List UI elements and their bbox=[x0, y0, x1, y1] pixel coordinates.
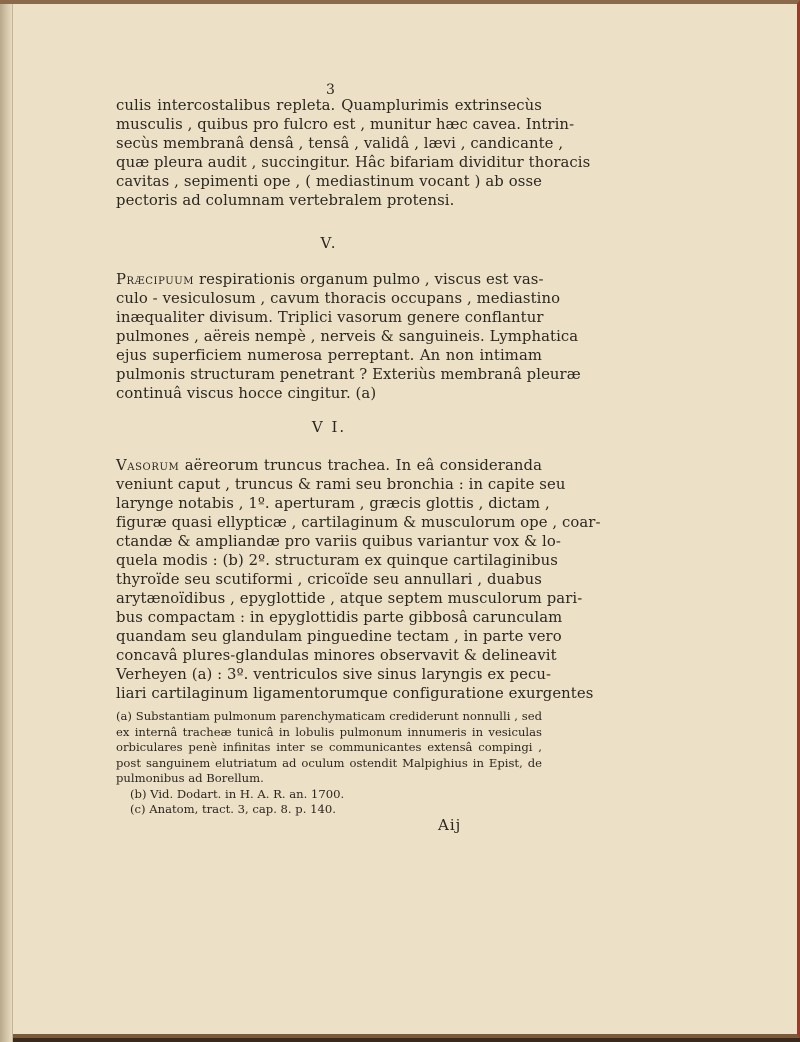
text-line: Præcipuum respirationis organum pulmo , viscus est vas- bbox=[116, 271, 544, 288]
text-line: culis intercostalibus repleta. Quamplurimis extrinsecùs bbox=[116, 97, 542, 114]
text-line: quæ pleura audit , succingitur. Hâc bifariam dividitur thoracis bbox=[116, 154, 591, 171]
footnote-ref: (b) Vid. Dodart. in H. A. R. an. 1700. bbox=[130, 786, 345, 801]
paragraph-section-4 bbox=[116, 96, 591, 210]
text-line: pulmonis structuram penetrant ? Exteriùs membranâ pleuræ bbox=[116, 366, 581, 383]
text-line: pectoris ad columnam vertebralem protensi. bbox=[116, 192, 455, 209]
text-line: Verheyen (a) : 3º. ventriculos sive sinus laryngis ex pecu- bbox=[116, 666, 552, 683]
footnote-line: pulmonibus ad Borellum. bbox=[116, 771, 264, 785]
text-line: larynge notabis , 1º. aperturam , græcis glottis , dictam , bbox=[116, 495, 550, 512]
footnote-ref: (c) Anatom, tract. 3, cap. 8. p. 140. bbox=[130, 802, 336, 816]
text-line: quandam seu glandulam pinguedine tectam , in parte vero bbox=[116, 628, 562, 645]
paragraph-section-5 bbox=[116, 270, 581, 403]
footnote-line: ex internâ tracheæ tunicâ in lobulis pulmonum innumeris in vesiculas bbox=[116, 724, 542, 739]
text-line: continuâ viscus hocce cingitur. (a) bbox=[116, 385, 377, 402]
footnotes bbox=[116, 709, 542, 818]
text-line: thyroïde seu scutiformi , cricoïde seu annullari , duabus bbox=[116, 571, 542, 588]
text-line: liari cartilaginum ligamentorumque configuratione exurgentes bbox=[116, 685, 594, 702]
text-line: veniunt caput , truncus & rami seu bronchia : in capite seu bbox=[116, 476, 566, 493]
text-line: concavâ plures-glandulas minores observavit & delineavit bbox=[116, 647, 557, 664]
page-spine-shadow bbox=[0, 4, 13, 1042]
footnote-line: orbiculares penè infinitas inter se communicantes extensâ compingi , bbox=[116, 740, 542, 754]
paragraph-section-6 bbox=[116, 456, 601, 703]
text-line: secùs membranâ densâ , tensâ , validâ , lævi , candicante , bbox=[116, 135, 564, 152]
text-line: ejus superficiem numerosa perreptant. An non intimam bbox=[116, 347, 542, 364]
text-line: cavitas , sepimenti ope , ( mediastinum vocant ) ab osse bbox=[116, 173, 542, 190]
text-line: Vasorum aëreorum truncus trachea. In eâ considerandа bbox=[116, 457, 542, 474]
text-line: culo - vesiculosum , cavum thoracis occupans , mediastino bbox=[116, 290, 561, 307]
text-line: ctandæ & ampliandæ pro variis quibus variantur vox & lo- bbox=[116, 533, 561, 550]
page-number: 3 bbox=[326, 82, 335, 98]
text-line: quela modis : (b) 2º. structuram ex quinque cartilaginibus bbox=[116, 552, 558, 569]
text-line: figuræ quasi ellypticæ , cartilaginum & musculorum ope , coar- bbox=[116, 514, 601, 531]
footnote-line: post sanguinem elutriatum ad oculum ostendit Malpighius in Epist, de bbox=[116, 755, 542, 770]
text-line: musculis , quibus pro fulcro est , munitur hæc cavea. Intrin- bbox=[116, 116, 575, 133]
text-line: inæqualiter divisum. Triplici vasorum genere conflantur bbox=[116, 309, 544, 326]
initial-word: Præcipuum bbox=[116, 271, 195, 288]
section-heading-vi: V I. bbox=[311, 418, 347, 436]
section-heading-v: V. bbox=[320, 234, 338, 252]
text-line: arytænoïdibus , epyglottide , atque septem musculorum pari- bbox=[116, 590, 583, 607]
text-line: bus compactam : in epyglottidis parte gibbosâ carunculam bbox=[116, 609, 563, 626]
text-line: pulmones , aëreis nempè , nerveis & sanguineis. Lymphatica bbox=[116, 328, 579, 345]
initial-word: Vasorum bbox=[116, 457, 180, 474]
signature-mark: Aij bbox=[438, 816, 462, 834]
footnote-line: (a) Substantiam pulmonum parenchymaticam crediderunt nonnulli , sed bbox=[116, 709, 542, 723]
